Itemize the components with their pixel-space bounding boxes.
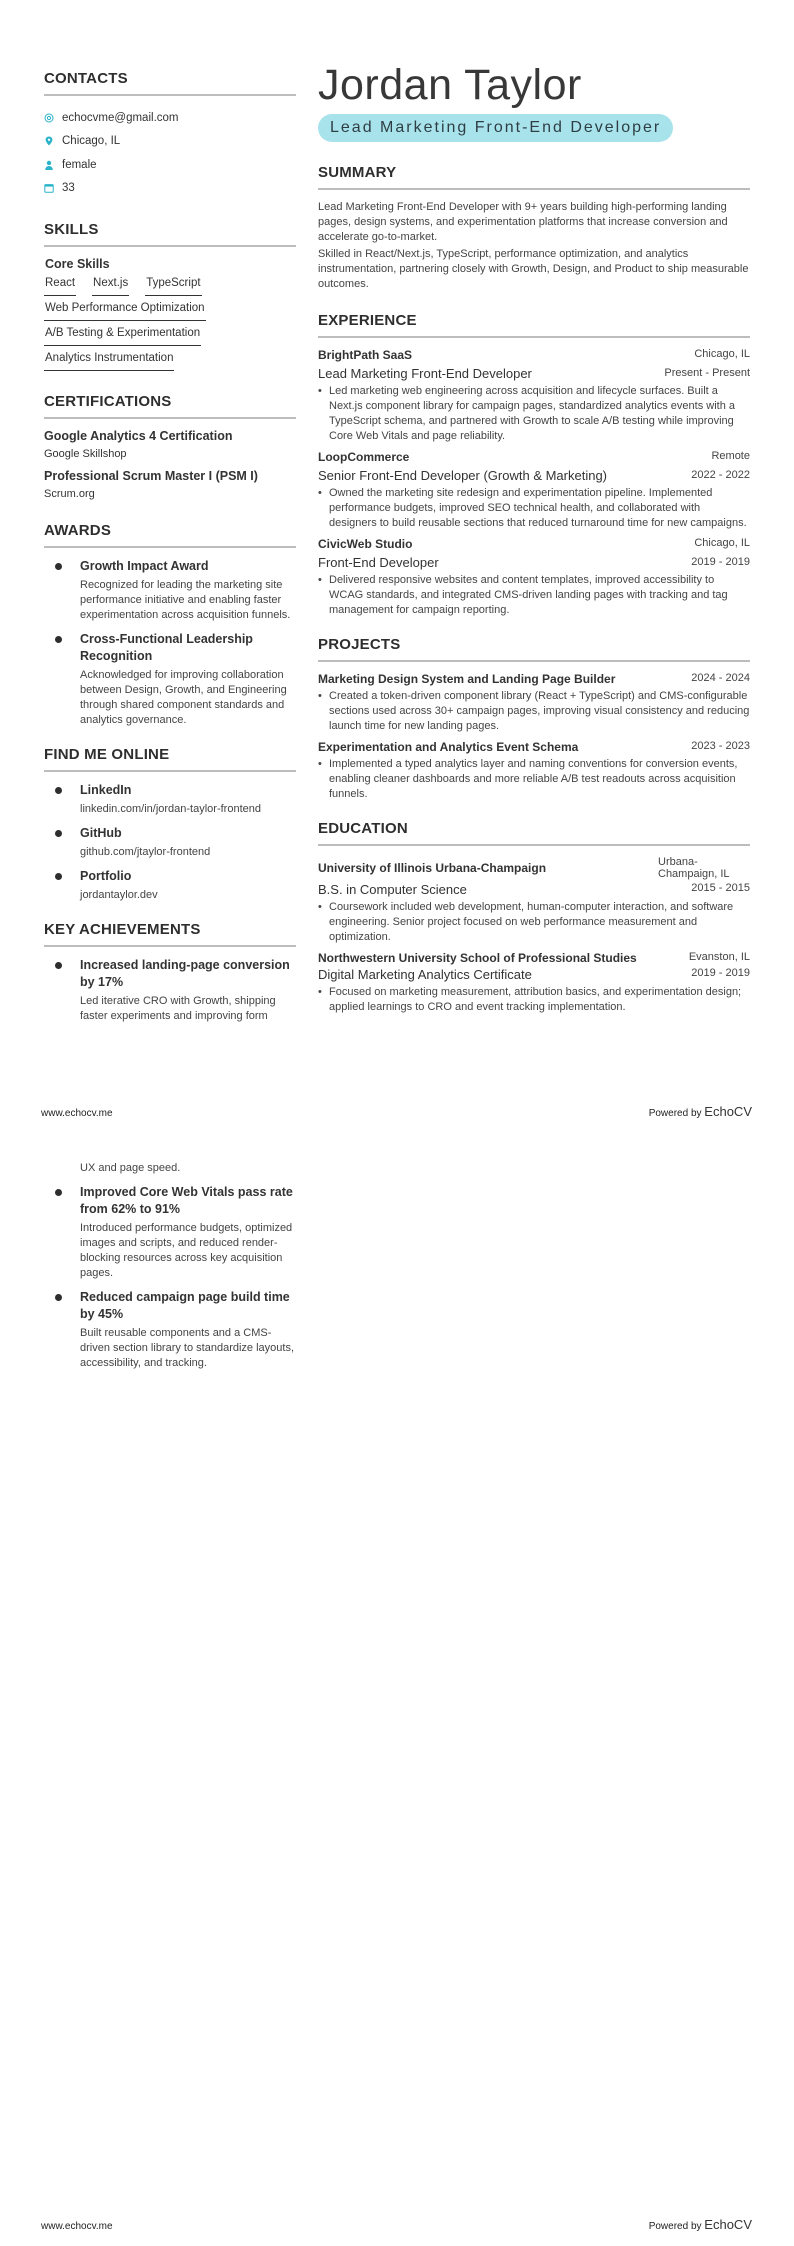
- left-column: [44, 70, 296, 1032]
- job-bullet: • Owned the marketing site redesign and experimentation pipeline. Implemented performance budgets, improved SEO technical health, and collaborated with designers to build reusable sections that reduced turnaround time for new campaigns.: [318, 486, 750, 531]
- job-title-pill: Lead Marketing Front-End Developer: [318, 114, 673, 142]
- footer-powered: [649, 1104, 752, 1119]
- job-role: Front-End Developer: [318, 555, 439, 570]
- online-link[interactable]: linkedin.com/in/jordan-taylor-frontend: [80, 803, 261, 815]
- skills-heading: SKILLS: [44, 221, 296, 247]
- project-entry: [318, 740, 750, 802]
- certifications-heading: CERTIFICATIONS: [44, 393, 296, 419]
- company-name: LoopCommerce: [318, 450, 410, 464]
- summary-paragraph: Skilled in React/Next.js, TypeScript, performance optimization, and analytics instrumentation, partnering closely with Growth, Design, and Product to ship measurable outcomes.: [318, 248, 749, 290]
- skill-tag: TypeScript: [145, 275, 201, 296]
- page-footer: [41, 1104, 752, 1119]
- footer-powered: [649, 2217, 752, 2232]
- experience-heading: EXPERIENCE: [318, 312, 750, 338]
- job-location: Chicago, IL: [694, 537, 750, 549]
- bullet-dot-icon: [55, 873, 62, 880]
- bullet-dot-icon: [55, 563, 62, 570]
- powered-by-label: Powered by: [648, 1108, 702, 1119]
- achievement-item: [44, 957, 296, 1024]
- skills-subheading: Core Skills: [45, 257, 110, 271]
- summary-paragraph: Lead Marketing Front-End Developer with 9+ years building high-performing landing pages, design systems, and experimentation platforms that increase conversion and accelerate go-to-market.: [318, 201, 728, 243]
- education-entry: [318, 951, 750, 1015]
- award-item: [44, 558, 296, 623]
- achievement-item: [44, 1289, 296, 1371]
- online-title: Portfolio: [80, 869, 132, 883]
- achievement-desc: UX and page speed.: [80, 1162, 181, 1174]
- contacts-section: [44, 70, 296, 200]
- page-footer: [41, 2217, 752, 2232]
- education-bullet: • Coursework included web development, human-computer interaction, and software engineering. Senior project focused on web performance measurement and optimization.: [318, 900, 750, 945]
- online-section: [44, 746, 296, 903]
- location-pin-icon: [44, 136, 62, 146]
- achievement-title: Reduced campaign page build time by 45%: [80, 1290, 290, 1321]
- cert-name: Google Analytics 4 Certification: [44, 429, 233, 443]
- education-section: [318, 820, 750, 1015]
- online-item-linkedin: [44, 782, 296, 817]
- awards-list: [44, 558, 296, 728]
- skills-section: [44, 221, 296, 371]
- summary-heading: SUMMARY: [318, 164, 750, 190]
- contact-location: [44, 130, 296, 154]
- contact-age-value: 33: [62, 182, 75, 195]
- brand-logo[interactable]: EchoCV: [704, 1104, 752, 1119]
- awards-heading: AWARDS: [44, 522, 296, 548]
- online-heading: FIND ME ONLINE: [44, 746, 296, 772]
- resume-page-2: [0, 1123, 794, 2246]
- summary-section: [318, 164, 750, 292]
- achievement-desc: Led iterative CRO with Growth, shipping faster experiments and improving form: [80, 995, 276, 1022]
- award-desc: Acknowledged for improving collaboration between Design, Growth, and Engineering through shared component standards and analytics governance.: [80, 669, 287, 726]
- project-dates: 2023 - 2023: [691, 740, 750, 752]
- degree: Digital Marketing Analytics Certificate: [318, 967, 532, 982]
- bullet-dot-icon: [55, 636, 62, 643]
- job-dates: 2019 - 2019: [691, 556, 750, 568]
- contact-email: [44, 106, 296, 130]
- achievement-item-continued: [44, 1161, 296, 1176]
- company-name: BrightPath SaaS: [318, 348, 413, 362]
- powered-by-label: Powered by: [648, 2221, 702, 2232]
- achievement-title: Improved Core Web Vitals pass rate from 62% to 91%: [80, 1185, 293, 1216]
- award-title: Cross-Functional Leadership Recognition: [80, 632, 253, 663]
- cert-org: Scrum.org: [44, 488, 95, 500]
- achievement-item: [44, 1184, 296, 1281]
- job-role: Senior Front-End Developer (Growth & Marketing): [318, 468, 608, 483]
- cert-name: Professional Scrum Master I (PSM I): [44, 469, 258, 483]
- skill-tag: Web Performance Optimization: [44, 300, 206, 321]
- skill-tag: A/B Testing & Experimentation: [44, 325, 201, 346]
- education-heading: EDUCATION: [318, 820, 750, 846]
- bullet-dot-icon: [55, 830, 62, 837]
- contact-email-value[interactable]: echocvme@gmail.com: [62, 111, 179, 124]
- certifications-section: [44, 393, 296, 500]
- job-location: Chicago, IL: [694, 348, 750, 360]
- job-role: Lead Marketing Front-End Developer: [318, 366, 532, 381]
- footer-url[interactable]: www.echocv.me: [41, 2221, 113, 2232]
- education-bullet: • Focused on marketing measurement, attribution basics, and experimentation design; applied learnings to CRO and event tracking implementation.: [318, 985, 750, 1015]
- contact-age: [44, 177, 296, 201]
- experience-entry: [318, 450, 750, 531]
- education-entry: [318, 856, 750, 945]
- school-name: University of Illinois Urbana-Champaign: [318, 861, 547, 875]
- left-column-continued: [44, 1161, 296, 1379]
- contact-gender-value: female: [62, 158, 97, 171]
- project-entry: [318, 672, 750, 734]
- online-list: [44, 782, 296, 903]
- project-bullet: • Implemented a typed analytics layer and naming conventions for conversion events, enabling cleaner dashboards and more reliable A/B test readouts across acquisition funnels.: [318, 757, 750, 802]
- experience-entry: [318, 537, 750, 618]
- online-title: LinkedIn: [80, 783, 132, 797]
- achievements-list-continued: [44, 1161, 296, 1371]
- online-link[interactable]: jordantaylor.dev: [80, 889, 158, 901]
- company-name: CivicWeb Studio: [318, 537, 413, 551]
- school-location: Evanston, IL: [688, 951, 750, 963]
- education-dates: 2015 - 2015: [691, 882, 750, 894]
- contacts-heading: CONTACTS: [44, 70, 296, 96]
- candidate-name: Jordan Taylor: [318, 61, 582, 109]
- online-item-github: [44, 825, 296, 860]
- skill-tag: React: [44, 275, 76, 296]
- awards-section: [44, 522, 296, 728]
- footer-url[interactable]: www.echocv.me: [41, 1108, 113, 1119]
- projects-heading: PROJECTS: [318, 636, 750, 662]
- achievement-desc: Built reusable components and a CMS-driven section library to standardize layouts, accessibility, and tracking.: [80, 1327, 294, 1369]
- skill-tag: Next.js: [92, 275, 129, 296]
- online-link[interactable]: github.com/jtaylor-frontend: [80, 846, 211, 858]
- experience-section: [318, 312, 750, 618]
- job-location: Remote: [711, 450, 750, 462]
- brand-logo[interactable]: EchoCV: [704, 2217, 752, 2232]
- bullet-dot-icon: [55, 962, 62, 969]
- achievement-title: Increased landing-page conversion by 17%: [80, 958, 290, 989]
- project-name: Marketing Design System and Landing Page Builder: [318, 672, 616, 686]
- experience-entry: [318, 348, 750, 444]
- award-item: [44, 631, 296, 728]
- project-name: Experimentation and Analytics Event Schema: [318, 740, 579, 754]
- project-bullet: • Created a token-driven component library (React + TypeScript) and CMS-configurable sections used across 30+ campaign pages, improving visual consistency and reducing launch time for new landing pages.: [318, 689, 750, 734]
- achievements-list: [44, 957, 296, 1024]
- achievements-section: [44, 921, 296, 1024]
- job-dates: 2022 - 2022: [691, 469, 750, 481]
- project-dates: 2024 - 2024: [691, 672, 750, 684]
- school-location: Urbana-Champaign, IL: [658, 856, 730, 880]
- contact-gender: [44, 153, 296, 177]
- degree: B.S. in Computer Science: [318, 882, 467, 897]
- award-desc: Recognized for leading the marketing site performance initiative and enabling faster experimentation across acquisition funnels.: [80, 579, 291, 621]
- online-title: GitHub: [80, 826, 122, 840]
- job-bullet: • Led marketing web engineering across acquisition and lifecycle surfaces. Built a Next.js component library for campaign pages, standardized analytics events with a TypeScript schema, and partnered with Growth to scale A/B testing while improving Core Web Vitals and page reliability.: [318, 384, 750, 444]
- education-dates: 2019 - 2019: [691, 967, 750, 979]
- at-icon: [44, 113, 62, 123]
- projects-section: [318, 636, 750, 802]
- school-name: Northwestern University School of Professional Studies: [318, 951, 637, 965]
- job-bullet: • Delivered responsive websites and content templates, improved accessibility to WCAG standards, and integrated CMS-driven landing pages with tracking and tag management for campaign reporting.: [318, 573, 750, 618]
- bullet-dot-icon: [55, 1294, 62, 1301]
- award-title: Growth Impact Award: [80, 559, 209, 573]
- contact-location-value: Chicago, IL: [62, 135, 121, 148]
- bullet-dot-icon: [55, 787, 62, 794]
- skill-tags: [44, 275, 296, 371]
- person-icon: [44, 160, 62, 170]
- achievement-desc: Introduced performance budgets, optimized images and scripts, and reduced render-blocking resources across key acquisition pages.: [80, 1222, 293, 1279]
- calendar-icon: [44, 183, 62, 193]
- right-column: [318, 42, 750, 1021]
- skill-tag: Analytics Instrumentation: [44, 350, 174, 371]
- bullet-dot-icon: [55, 1189, 62, 1196]
- job-dates: Present - Present: [664, 367, 750, 379]
- online-item-portfolio: [44, 868, 296, 903]
- achievements-heading: KEY ACHIEVEMENTS: [44, 921, 296, 947]
- cert-org: Google Skillshop: [44, 448, 127, 460]
